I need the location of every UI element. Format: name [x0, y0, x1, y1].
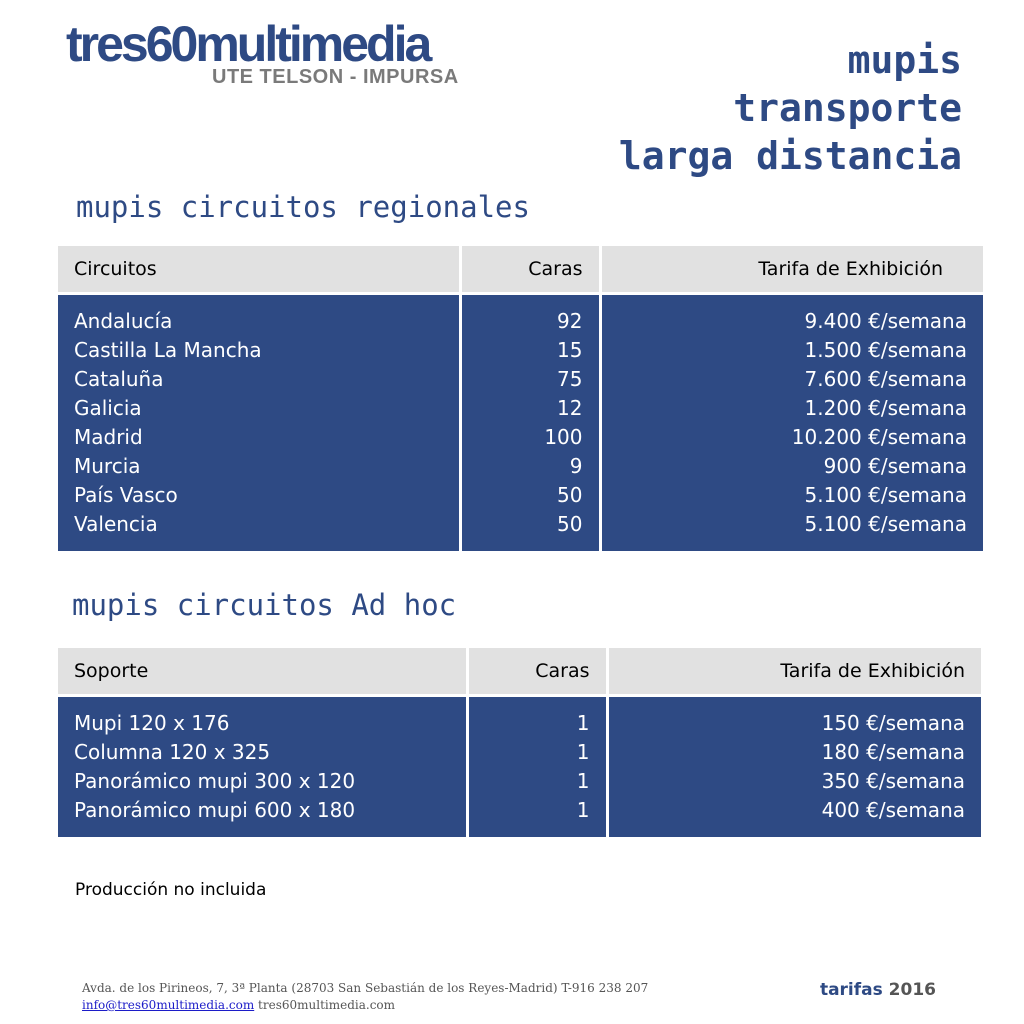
caras-column [467, 695, 607, 837]
caras-column [460, 293, 600, 551]
table-body [58, 293, 983, 551]
logo-subtitle: UTE TELSON - IMPURSA [212, 66, 459, 88]
header-caras: Caras [460, 246, 600, 293]
header-tarifa: Tarifa de Exhibición [607, 648, 981, 695]
headline-line-2: transporte [733, 86, 962, 130]
row-label: Cataluña [74, 366, 164, 391]
tarifa-column [607, 695, 981, 837]
headline-line-3: larga distancia [618, 134, 962, 178]
row-tarifa: 1.200 €/semana [804, 395, 967, 420]
logo-wordmark: tres60multimedia [66, 16, 430, 72]
row-caras: 1 [576, 710, 590, 735]
row-caras: 50 [557, 511, 583, 536]
row-caras: 1 [576, 739, 590, 764]
row-caras: 75 [557, 366, 583, 391]
header-caras: Caras [467, 648, 607, 695]
row-caras: 92 [557, 308, 583, 333]
row-tarifa: 350 €/semana [821, 768, 965, 793]
footer-website: tres60multimedia.com [258, 998, 396, 1012]
row-tarifa: 400 €/semana [821, 797, 965, 822]
footer-email-link[interactable]: info@tres60multimedia.com [82, 998, 255, 1012]
headline-line-1: mupis [847, 38, 962, 82]
row-tarifa: 7.600 €/semana [804, 366, 967, 391]
tarifa-column [600, 293, 983, 551]
row-tarifa: 10.200 €/semana [791, 424, 967, 449]
row-tarifa: 180 €/semana [821, 739, 965, 764]
tarifas-year: 2016 [888, 980, 936, 1000]
table-header-row [58, 246, 983, 293]
row-label: Madrid [74, 424, 143, 449]
page-headline [619, 36, 962, 180]
adhoc-section-title: mupis circuitos Ad hoc [72, 588, 457, 622]
production-note: Producción no incluida [75, 880, 267, 900]
row-tarifa: 5.100 €/semana [804, 511, 967, 536]
row-label: Columna 120 x 325 [74, 739, 271, 764]
header-soporte: Soporte [58, 648, 467, 695]
circuitos-column [58, 293, 460, 551]
row-caras: 1 [576, 797, 590, 822]
brand-logo [66, 16, 486, 88]
regional-rates-table [58, 246, 983, 551]
soporte-column [58, 695, 467, 837]
row-label: Panorámico mupi 600 x 180 [74, 797, 356, 822]
footer-tarifas [820, 980, 936, 1000]
row-caras: 1 [576, 768, 590, 793]
row-tarifa: 900 €/semana [823, 453, 967, 478]
row-tarifa: 9.400 €/semana [804, 308, 967, 333]
row-caras: 12 [557, 395, 583, 420]
header-tarifa: Tarifa de Exhibición [600, 246, 983, 293]
row-label: Galicia [74, 395, 142, 420]
adhoc-rates-table [58, 648, 981, 837]
row-label: Murcia [74, 453, 141, 478]
row-caras: 100 [544, 424, 583, 449]
table-body [58, 695, 981, 837]
tarifas-label: tarifas [819, 980, 883, 1000]
row-caras: 50 [557, 482, 583, 507]
row-label: Andalucía [74, 308, 173, 333]
row-tarifa: 5.100 €/semana [804, 482, 967, 507]
row-label: Mupi 120 x 176 [74, 710, 230, 735]
table-header-row [58, 648, 981, 695]
footer-address: Avda. de los Pirineos, 7, 3ª Planta (28703 San Sebastián de los Reyes-Madrid) T-916 238 207 [82, 981, 649, 995]
row-tarifa: 150 €/semana [821, 710, 965, 735]
row-label: País Vasco [74, 482, 178, 507]
row-caras: 15 [557, 337, 583, 362]
regional-section-title: mupis circuitos regionales [76, 190, 530, 224]
row-label: Valencia [74, 511, 158, 536]
row-label: Castilla La Mancha [74, 337, 262, 362]
row-label: Panorámico mupi 300 x 120 [74, 768, 356, 793]
header-circuitos: Circuitos [58, 246, 460, 293]
footer-address-block [82, 980, 648, 1014]
row-caras: 9 [569, 453, 583, 478]
row-tarifa: 1.500 €/semana [804, 337, 967, 362]
